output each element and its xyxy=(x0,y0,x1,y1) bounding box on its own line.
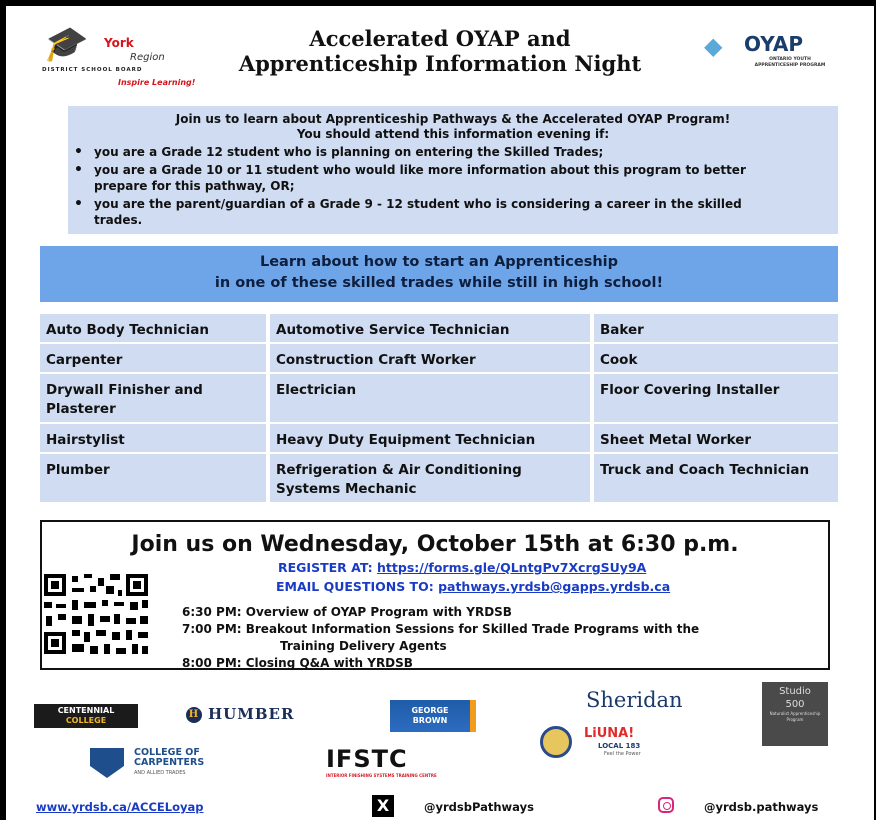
schedule-item: 6:30 PM: Overview of OYAP Program with YRDSB xyxy=(182,605,512,619)
register-label: REGISTER AT: xyxy=(278,560,373,575)
register-line xyxy=(278,560,646,575)
college-of-carpenters-logo xyxy=(90,748,260,780)
humber-name: HUMBER xyxy=(208,705,295,723)
ifstc-subtitle: INTERIOR FINISHING SYSTEMS TRAINING CENTRE xyxy=(326,773,437,778)
ifstc-logo: IFSTC xyxy=(326,745,408,773)
learn-line-2: in one of these skilled trades while still in high school! xyxy=(214,275,664,291)
humber-mark-icon: H xyxy=(186,707,202,723)
liuna-tagline: Feel the Power xyxy=(604,751,641,757)
schedule-item: 8:00 PM: Closing Q&A with YRDSB xyxy=(182,656,413,670)
carpenters-line-1: COLLEGE OF xyxy=(134,747,200,758)
intro-line-2: You should attend this information evening if: xyxy=(296,127,610,141)
george-brown-logo xyxy=(390,700,476,732)
trade-cell: Refrigeration & Air Conditioning Systems Mechanic xyxy=(270,454,590,502)
intro-line-1: Join us to learn about Apprenticeship Pathways & the Accelerated OYAP Program! xyxy=(175,112,731,126)
trade-cell: Floor Covering Installer xyxy=(594,374,838,422)
trade-cell: Construction Craft Worker xyxy=(270,344,590,372)
email-link[interactable]: pathways.yrdsb@gapps.yrdsb.ca xyxy=(438,579,671,594)
oyap-subtitle xyxy=(740,57,840,69)
centennial-line-2: COLLEGE xyxy=(65,716,107,725)
studio-500-logo xyxy=(762,682,828,746)
title-line-1: Accelerated OYAP and xyxy=(309,26,571,51)
studio-line-2: 500 xyxy=(785,699,805,710)
liuna-logo xyxy=(540,726,670,760)
oyap-name: OYAP xyxy=(744,32,803,56)
intro-bullet: • you are the parent/guardian of a Grade 9 - 12 student who is considering a career in the skilled trades. xyxy=(68,196,764,228)
trade-cell: Cook xyxy=(594,344,838,372)
carpenters-text xyxy=(134,748,204,778)
register-link[interactable]: https://forms.gle/QLntgPv7XcrgSUy9A xyxy=(377,560,647,575)
trade-cell: Automotive Service Technician xyxy=(270,314,590,342)
george-line-1: GEORGE xyxy=(411,706,449,715)
learn-banner xyxy=(40,246,838,302)
x-logo-icon[interactable]: X xyxy=(372,795,394,817)
x-handle[interactable]: @yrdsbPathways xyxy=(424,800,534,814)
liuna-seal-icon xyxy=(540,726,572,758)
event-box xyxy=(40,520,830,670)
qr-code-icon[interactable] xyxy=(42,572,150,656)
trade-cell: Baker xyxy=(594,314,838,342)
instagram-icon[interactable] xyxy=(658,797,674,813)
yrdsb-tagline: Inspire Learning! xyxy=(118,78,196,87)
george-line-2: BROWN xyxy=(412,716,448,725)
learn-line-1: Learn about how to start an Apprenticeship xyxy=(259,254,619,270)
trade-cell: Hairstylist xyxy=(40,424,266,452)
studio-line-3: Naturalist Apprenticeship Program xyxy=(769,711,821,722)
email-line xyxy=(276,579,670,594)
page-title xyxy=(230,26,650,76)
humber-logo xyxy=(186,705,294,723)
yrdsb-logo xyxy=(34,24,204,94)
trade-cell: Drywall Finisher and Plasterer xyxy=(40,374,266,422)
oyap-logo xyxy=(700,30,850,70)
carpenters-line-3: AND ALLIED TRADES xyxy=(134,770,186,776)
carpenters-shield-icon xyxy=(90,748,124,778)
trade-cell: Sheet Metal Worker xyxy=(594,424,838,452)
yrdsb-york: York xyxy=(104,36,134,50)
intro-bullet-list xyxy=(68,144,838,228)
centennial-college-logo xyxy=(34,704,138,728)
trade-cell: Electrician xyxy=(270,374,590,422)
yrdsb-mark-icon: 🎓 xyxy=(42,24,85,64)
title-line-2: Apprenticeship Information Night xyxy=(238,51,642,76)
oyap-sub-1: ONTARIO YOUTH xyxy=(769,57,811,62)
liuna-name: LiUNA! xyxy=(584,726,635,741)
carpenters-line-2: CARPENTERS xyxy=(134,757,205,768)
trade-cell: Auto Body Technician xyxy=(40,314,266,342)
event-headline: Join us on Wednesday, October 15th at 6:30 p.m. xyxy=(131,532,739,557)
trade-cell: Truck and Coach Technician xyxy=(594,454,838,502)
liuna-local: LOCAL 183 xyxy=(598,742,641,750)
intro-box xyxy=(68,106,838,234)
sheridan-logo: Sheridan xyxy=(586,688,683,712)
oyap-mark-icon: ◆ xyxy=(704,32,723,60)
schedule-item: 7:00 PM: Breakout Information Sessions for Skilled Trade Programs with the xyxy=(182,622,700,636)
centennial-line-1: CENTENNIAL xyxy=(57,706,115,715)
email-label: EMAIL QUESTIONS TO: xyxy=(276,579,434,594)
yrdsb-region: Region xyxy=(130,52,165,63)
schedule-list xyxy=(182,604,699,672)
trade-cell: Heavy Duty Equipment Technician xyxy=(270,424,590,452)
schedule-item: Training Delivery Agents xyxy=(280,639,447,653)
trade-cell: Carpenter xyxy=(40,344,266,372)
yrdsb-board: DISTRICT SCHOOL BOARD xyxy=(42,67,143,73)
oyap-sub-2: APPRENTICESHIP PROGRAM xyxy=(754,63,826,68)
trade-cell: Plumber xyxy=(40,454,266,502)
website-link[interactable]: www.yrdsb.ca/ACCELoyap xyxy=(36,800,204,814)
trades-table xyxy=(40,314,838,502)
intro-bullet: • you are a Grade 12 student who is planning on entering the Skilled Trades; xyxy=(68,144,764,160)
intro-bullet: • you are a Grade 10 or 11 student who would like more information about this program to better prepare for this pathway, OR; xyxy=(68,162,764,194)
studio-line-1: Studio xyxy=(779,686,811,697)
instagram-handle[interactable]: @yrdsb.pathways xyxy=(704,800,819,814)
